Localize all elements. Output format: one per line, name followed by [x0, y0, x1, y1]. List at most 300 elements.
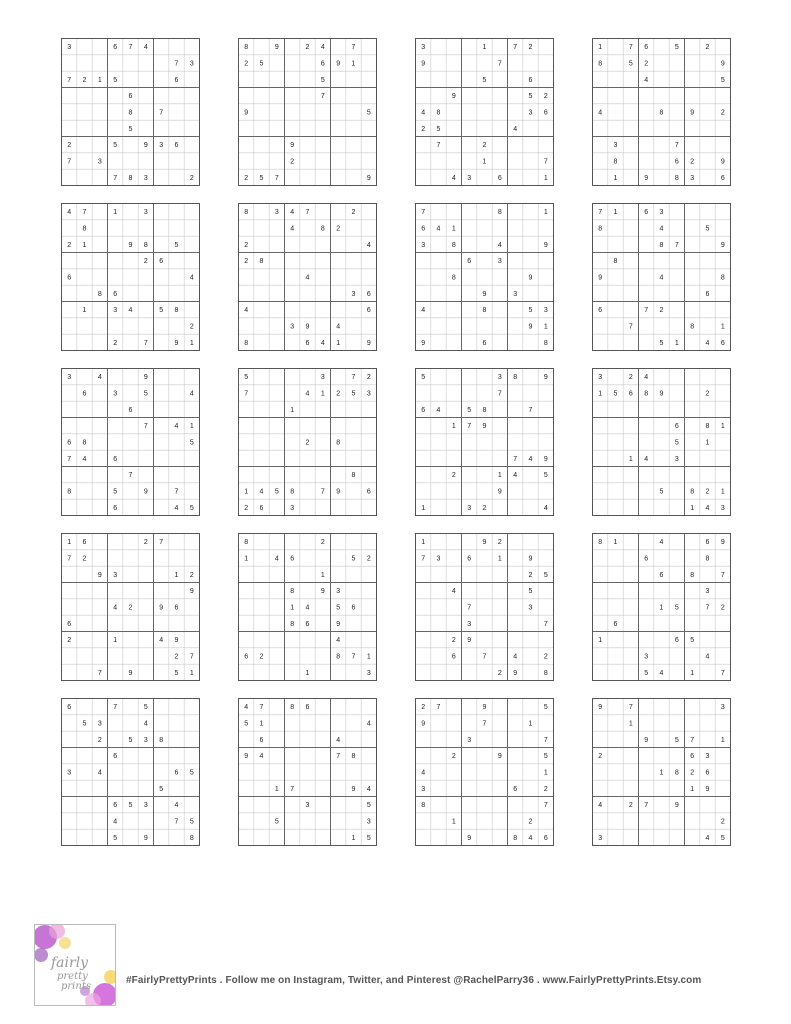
given-digit: 9: [598, 274, 603, 282]
given-digit: 5: [274, 818, 279, 826]
given-digit: 7: [320, 488, 325, 496]
given-digit: 5: [159, 307, 164, 315]
given-digit: 5: [159, 785, 164, 793]
given-digit: 7: [244, 390, 249, 398]
given-digit: 8: [659, 241, 664, 249]
given-digit: 2: [67, 637, 72, 645]
given-digit: 3: [467, 620, 472, 628]
given-digit: 4: [189, 390, 194, 398]
puzzle-19: [415, 698, 554, 846]
given-digit: 4: [705, 339, 710, 347]
given-digit: 4: [421, 769, 426, 777]
given-digit: 8: [598, 539, 603, 547]
given-digit: 6: [421, 406, 426, 414]
given-digit: 6: [705, 290, 710, 298]
given-digit: 8: [720, 274, 725, 282]
given-digit: 4: [305, 604, 310, 612]
given-digit: 4: [644, 455, 649, 463]
given-digit: 8: [613, 158, 618, 166]
given-digit: 4: [366, 720, 371, 728]
given-digit: 4: [513, 653, 518, 661]
given-digit: 8: [336, 653, 341, 661]
given-digit: 6: [705, 769, 710, 777]
given-digit: 3: [421, 44, 426, 52]
given-digit: 3: [659, 209, 664, 217]
given-digit: 3: [290, 323, 295, 331]
given-digit: 9: [451, 93, 456, 101]
given-digit: 3: [113, 307, 118, 315]
given-digit: 9: [705, 785, 710, 793]
given-digit: 4: [174, 802, 179, 810]
given-digit: 6: [497, 174, 502, 182]
given-digit: 6: [320, 60, 325, 68]
given-digit: 7: [159, 539, 164, 547]
given-digit: 3: [305, 802, 310, 810]
given-digit: 7: [467, 423, 472, 431]
given-digit: 9: [543, 241, 548, 249]
given-digit: 1: [705, 439, 710, 447]
given-digit: 3: [143, 209, 148, 217]
puzzle-6: [238, 203, 377, 351]
given-digit: 1: [82, 241, 87, 249]
given-digit: 3: [513, 290, 518, 298]
given-digit: 6: [67, 439, 72, 447]
given-digit: 4: [97, 769, 102, 777]
given-digit: 8: [644, 390, 649, 398]
given-digit: 3: [598, 834, 603, 842]
given-digit: 5: [143, 704, 148, 712]
given-digit: 5: [189, 504, 194, 512]
given-digit: 7: [628, 323, 633, 331]
given-digit: 8: [159, 736, 164, 744]
given-digit: 4: [497, 241, 502, 249]
given-digit: 6: [290, 555, 295, 563]
given-digit: 8: [598, 225, 603, 233]
given-digit: 7: [351, 653, 356, 661]
given-digit: 7: [174, 818, 179, 826]
given-digit: 5: [351, 555, 356, 563]
given-digit: 4: [159, 637, 164, 645]
given-digit: 1: [244, 555, 249, 563]
given-digit: 8: [613, 258, 618, 266]
given-digit: 9: [174, 637, 179, 645]
given-digit: 3: [143, 802, 148, 810]
given-digit: 3: [274, 209, 279, 217]
given-digit: 2: [351, 209, 356, 217]
given-digit: 1: [174, 571, 179, 579]
given-digit: 2: [705, 488, 710, 496]
given-digit: 4: [366, 785, 371, 793]
given-digit: 2: [97, 736, 102, 744]
given-digit: 6: [421, 225, 426, 233]
given-digit: 1: [628, 455, 633, 463]
given-digit: 4: [336, 637, 341, 645]
given-digit: 7: [320, 93, 325, 101]
given-digit: 6: [259, 504, 264, 512]
given-digit: 1: [67, 539, 72, 547]
given-digit: 5: [351, 390, 356, 398]
given-digit: 1: [451, 423, 456, 431]
given-digit: 2: [482, 142, 487, 150]
footer: [34, 924, 774, 1006]
given-digit: 7: [97, 669, 102, 677]
given-digit: 8: [351, 472, 356, 480]
given-digit: 7: [67, 76, 72, 84]
given-digit: 5: [628, 60, 633, 68]
given-digit: 5: [659, 488, 664, 496]
given-digit: 1: [305, 669, 310, 677]
given-digit: 1: [421, 539, 426, 547]
given-digit: 8: [189, 834, 194, 842]
given-digit: 3: [674, 455, 679, 463]
given-digit: 2: [305, 44, 310, 52]
given-digit: 8: [82, 439, 87, 447]
given-digit: 1: [189, 339, 194, 347]
given-digit: 6: [366, 307, 371, 315]
given-digit: 9: [143, 834, 148, 842]
given-digit: 3: [189, 60, 194, 68]
given-digit: 1: [189, 669, 194, 677]
given-digit: 7: [720, 669, 725, 677]
given-digit: 4: [274, 555, 279, 563]
given-digit: 3: [720, 704, 725, 712]
given-digit: 4: [82, 455, 87, 463]
given-digit: 6: [351, 604, 356, 612]
given-digit: 4: [659, 669, 664, 677]
given-digit: 4: [513, 125, 518, 133]
given-digit: 1: [528, 720, 533, 728]
given-digit: 2: [189, 323, 194, 331]
given-digit: 9: [143, 142, 148, 150]
given-digit: 9: [482, 539, 487, 547]
given-digit: 6: [174, 142, 179, 150]
given-digit: 5: [128, 125, 133, 133]
given-digit: 6: [674, 158, 679, 166]
given-digit: 6: [543, 109, 548, 117]
given-digit: 2: [366, 374, 371, 382]
given-digit: 8: [82, 225, 87, 233]
given-digit: 2: [705, 44, 710, 52]
given-digit: 3: [159, 142, 164, 150]
given-digit: 6: [159, 258, 164, 266]
given-digit: 8: [451, 241, 456, 249]
given-digit: 9: [305, 323, 310, 331]
given-digit: 9: [366, 174, 371, 182]
given-digit: 2: [366, 555, 371, 563]
given-digit: 2: [320, 539, 325, 547]
given-digit: 6: [128, 406, 133, 414]
svg-text:fairly: fairly: [51, 955, 89, 971]
given-digit: 4: [705, 834, 710, 842]
given-digit: 3: [436, 555, 441, 563]
given-digit: 1: [690, 504, 695, 512]
given-digit: 6: [113, 802, 118, 810]
given-digit: 7: [67, 455, 72, 463]
given-digit: 4: [320, 339, 325, 347]
brand-logo: [34, 924, 116, 1006]
given-digit: 8: [97, 290, 102, 298]
given-digit: 2: [336, 225, 341, 233]
puzzle-17: [61, 698, 200, 846]
given-digit: 6: [513, 785, 518, 793]
given-digit: 4: [705, 653, 710, 661]
given-digit: 1: [628, 720, 633, 728]
given-digit: 6: [366, 290, 371, 298]
given-digit: 4: [259, 488, 264, 496]
given-digit: 2: [451, 472, 456, 480]
given-digit: 3: [67, 44, 72, 52]
given-digit: 5: [113, 834, 118, 842]
given-digit: 8: [290, 488, 295, 496]
given-digit: 3: [467, 736, 472, 744]
given-digit: 4: [113, 604, 118, 612]
given-digit: 5: [690, 637, 695, 645]
given-digit: 4: [189, 274, 194, 282]
given-digit: 4: [174, 504, 179, 512]
given-digit: 4: [97, 374, 102, 382]
given-digit: 1: [659, 604, 664, 612]
given-digit: 4: [143, 720, 148, 728]
given-digit: 6: [482, 339, 487, 347]
given-digit: 4: [336, 736, 341, 744]
given-digit: 7: [513, 44, 518, 52]
given-digit: 9: [644, 736, 649, 744]
given-digit: 2: [497, 539, 502, 547]
given-digit: 7: [67, 555, 72, 563]
given-digit: 2: [421, 704, 426, 712]
given-digit: 5: [674, 736, 679, 744]
given-digit: 5: [482, 76, 487, 84]
given-digit: 8: [320, 225, 325, 233]
given-digit: 7: [259, 704, 264, 712]
given-digit: 5: [421, 374, 426, 382]
given-digit: 2: [174, 653, 179, 661]
given-digit: 5: [189, 769, 194, 777]
given-digit: 8: [128, 174, 133, 182]
given-digit: 5: [543, 753, 548, 761]
given-digit: 9: [274, 44, 279, 52]
given-digit: 7: [336, 753, 341, 761]
given-digit: 6: [305, 339, 310, 347]
given-digit: 4: [67, 209, 72, 217]
given-digit: 7: [113, 704, 118, 712]
given-digit: 3: [366, 669, 371, 677]
given-digit: 5: [659, 339, 664, 347]
given-digit: 4: [244, 307, 249, 315]
given-digit: 5: [113, 76, 118, 84]
given-digit: 7: [644, 307, 649, 315]
given-digit: 9: [690, 109, 695, 117]
given-digit: 5: [189, 818, 194, 826]
given-digit: 4: [644, 374, 649, 382]
given-digit: 6: [659, 571, 664, 579]
given-digit: 2: [482, 504, 487, 512]
puzzle-3: [415, 38, 554, 186]
given-digit: 1: [82, 307, 87, 315]
given-digit: 8: [598, 60, 603, 68]
given-digit: 9: [421, 720, 426, 728]
given-digit: 5: [436, 125, 441, 133]
given-digit: 6: [244, 653, 249, 661]
given-digit: 4: [259, 753, 264, 761]
given-digit: 7: [644, 802, 649, 810]
given-digit: 2: [128, 604, 133, 612]
given-digit: 6: [720, 174, 725, 182]
puzzle-10: [238, 368, 377, 516]
given-digit: 1: [366, 653, 371, 661]
given-digit: 7: [274, 174, 279, 182]
given-digit: 5: [674, 44, 679, 52]
given-digit: 9: [244, 109, 249, 117]
given-digit: 2: [244, 174, 249, 182]
given-digit: 7: [436, 142, 441, 150]
given-digit: 8: [244, 44, 249, 52]
puzzle-4: [592, 38, 731, 186]
given-digit: 4: [421, 307, 426, 315]
given-digit: 4: [143, 44, 148, 52]
given-digit: 4: [366, 241, 371, 249]
given-digit: 3: [720, 504, 725, 512]
given-digit: 3: [113, 390, 118, 398]
given-digit: 8: [421, 802, 426, 810]
given-digit: 8: [513, 374, 518, 382]
given-digit: 7: [174, 60, 179, 68]
given-digit: 4: [290, 225, 295, 233]
given-digit: 7: [705, 604, 710, 612]
given-digit: 3: [320, 374, 325, 382]
given-digit: 8: [690, 323, 695, 331]
given-digit: 7: [143, 423, 148, 431]
given-digit: 1: [720, 736, 725, 744]
given-digit: 7: [67, 158, 72, 166]
given-digit: 1: [720, 323, 725, 331]
given-digit: 9: [720, 241, 725, 249]
given-digit: 4: [128, 307, 133, 315]
given-digit: 7: [82, 209, 87, 217]
given-digit: 4: [436, 225, 441, 233]
given-digit: 2: [451, 753, 456, 761]
given-digit: 8: [244, 209, 249, 217]
given-digit: 2: [451, 637, 456, 645]
puzzle-7: [415, 203, 554, 351]
given-digit: 9: [97, 571, 102, 579]
given-digit: 3: [705, 753, 710, 761]
given-digit: 6: [305, 620, 310, 628]
given-digit: 9: [482, 704, 487, 712]
given-digit: 5: [143, 390, 148, 398]
given-digit: 2: [244, 60, 249, 68]
given-digit: 9: [543, 374, 548, 382]
given-digit: 4: [659, 225, 664, 233]
given-digit: 5: [543, 571, 548, 579]
given-digit: 5: [128, 736, 133, 744]
given-digit: 9: [143, 374, 148, 382]
given-digit: 5: [674, 439, 679, 447]
given-digit: 9: [720, 60, 725, 68]
given-digit: 3: [143, 736, 148, 744]
given-digit: 5: [128, 802, 133, 810]
given-digit: 7: [113, 174, 118, 182]
given-digit: 5: [320, 76, 325, 84]
given-digit: 3: [366, 390, 371, 398]
given-digit: 8: [128, 109, 133, 117]
given-digit: 4: [451, 588, 456, 596]
given-digit: 6: [113, 290, 118, 298]
given-digit: 2: [598, 753, 603, 761]
given-digit: 7: [143, 339, 148, 347]
given-digit: 3: [67, 374, 72, 382]
given-digit: 5: [366, 802, 371, 810]
given-digit: 5: [528, 93, 533, 101]
given-digit: 7: [497, 390, 502, 398]
given-digit: 2: [543, 785, 548, 793]
puzzle-16: [592, 533, 731, 681]
given-digit: 6: [598, 307, 603, 315]
given-digit: 5: [336, 604, 341, 612]
given-digit: 5: [113, 488, 118, 496]
given-digit: 3: [366, 818, 371, 826]
given-digit: 5: [644, 669, 649, 677]
given-digit: 1: [613, 209, 618, 217]
given-digit: 1: [97, 76, 102, 84]
given-digit: 7: [421, 209, 426, 217]
given-digit: 6: [82, 539, 87, 547]
given-digit: 1: [690, 785, 695, 793]
given-digit: 8: [290, 620, 295, 628]
given-digit: 6: [82, 390, 87, 398]
given-digit: 1: [543, 174, 548, 182]
given-digit: 3: [351, 290, 356, 298]
given-digit: 7: [189, 653, 194, 661]
given-digit: 2: [244, 504, 249, 512]
given-digit: 2: [690, 769, 695, 777]
given-digit: 9: [659, 390, 664, 398]
given-digit: 5: [259, 174, 264, 182]
given-digit: 4: [320, 44, 325, 52]
given-digit: 2: [720, 818, 725, 826]
given-digit: 8: [290, 588, 295, 596]
given-digit: 5: [543, 704, 548, 712]
given-digit: 6: [174, 604, 179, 612]
given-digit: 9: [720, 539, 725, 547]
puzzle-5: [61, 203, 200, 351]
given-digit: 1: [613, 539, 618, 547]
given-digit: 1: [320, 571, 325, 579]
given-digit: 2: [628, 374, 633, 382]
given-digit: 8: [143, 241, 148, 249]
given-digit: 1: [482, 158, 487, 166]
given-digit: 9: [528, 274, 533, 282]
given-digit: 2: [659, 307, 664, 315]
given-digit: 7: [690, 736, 695, 744]
given-digit: 5: [674, 604, 679, 612]
given-digit: 4: [451, 174, 456, 182]
given-digit: 6: [644, 44, 649, 52]
given-digit: 2: [113, 339, 118, 347]
given-digit: 5: [528, 588, 533, 596]
given-digit: 9: [336, 620, 341, 628]
given-digit: 8: [259, 258, 264, 266]
given-digit: 3: [336, 588, 341, 596]
given-digit: 1: [451, 225, 456, 233]
given-digit: 3: [290, 504, 295, 512]
given-digit: 5: [244, 374, 249, 382]
given-digit: 9: [421, 339, 426, 347]
given-digit: 1: [613, 174, 618, 182]
given-digit: 6: [543, 834, 548, 842]
given-digit: 7: [467, 604, 472, 612]
given-digit: 1: [720, 423, 725, 431]
